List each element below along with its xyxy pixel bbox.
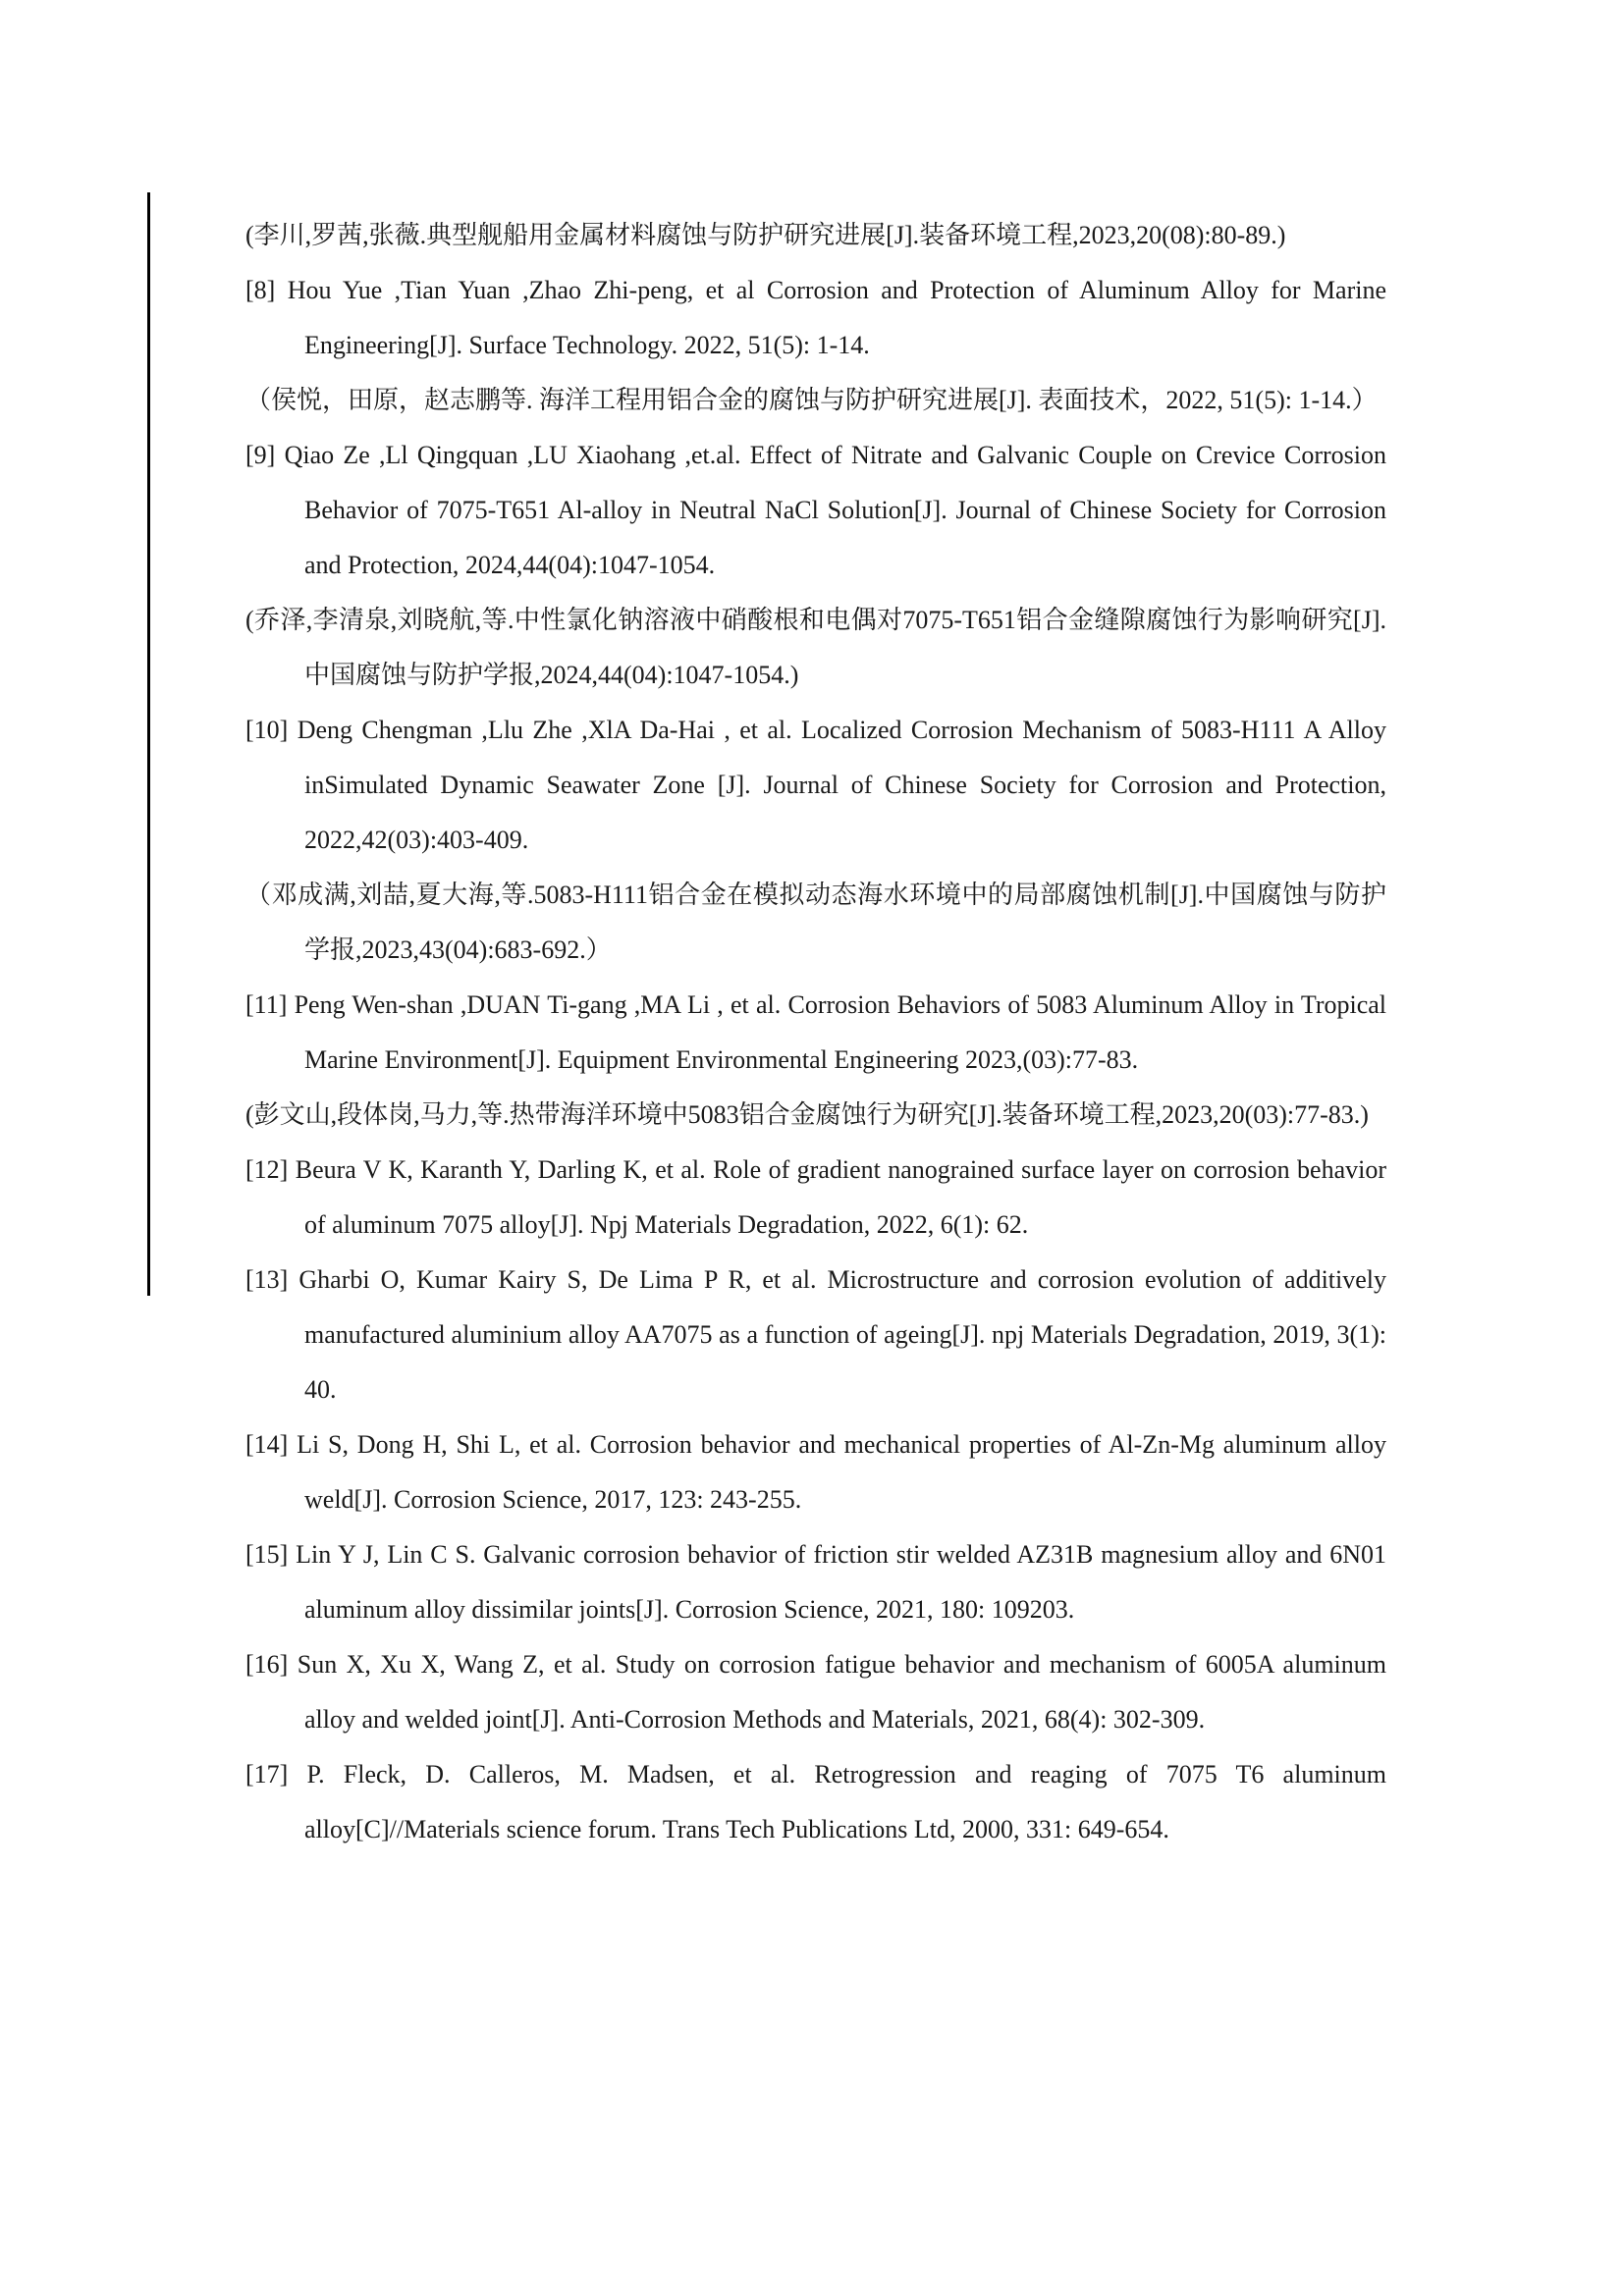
reference-entry: (彭文山,段体岗,马力,等.热带海洋环境中5083铝合金腐蚀行为研究[J].装备环境工程,2023,20(03):77-83.) [245, 1100, 1369, 1129]
reference-entry: （邓成满,刘喆,夏大海,等.5083-H111铝合金在模拟动态海水环境中的局部腐蚀机制[J].中国腐蚀与防护学报,2023,43(04):683-692.） [245, 881, 1386, 964]
reference-entry: [17] P. Fleck, D. Calleros, M. Madsen, et al. Retrogression and reaging of 7075 T6 aluminum alloy[C]//Materials science forum. Trans Tech Publications Ltd, 2000, 331: 649-654. [245, 1760, 1386, 1843]
reference-entry: （侯悦，田原，赵志鹏等. 海洋工程用铝合金的腐蚀与防护研究进展[J]. 表面技术，2022, 51(5): 1-14.） [245, 386, 1378, 414]
reference-list [245, 208, 1386, 1857]
reference-entry: [11] Peng Wen-shan ,DUAN Ti-gang ,MA Li , et al. Corrosion Behaviors of 5083 Aluminum Alloy in Tropical Marine Environment[J]. Equipment Environmental Engineering 2023,(03):77-83. [245, 990, 1386, 1074]
reference-entry: (李川,罗茜,张薇.典型舰船用金属材料腐蚀与防护研究进展[J].装备环境工程,2023,20(08):80-89.) [245, 221, 1286, 249]
reference-entry: [14] Li S, Dong H, Shi L, et al. Corrosion behavior and mechanical properties of Al-Zn-Mg aluminum alloy weld[J]. Corrosion Science, 2017, 123: 243-255. [245, 1430, 1386, 1514]
reference-entry: [10] Deng Chengman ,Llu Zhe ,XlA Da-Hai , et al. Localized Corrosion Mechanism of 5083-H111 A Alloy inSimulated Dynamic Seawater Zone [J]. Journal of Chinese Society for Corrosion and Protection, 2022,42(03):403-409. [245, 716, 1386, 854]
reference-entry: [13] Gharbi O, Kumar Kairy S, De Lima P R, et al. Microstructure and corrosion evolution of additively manufactured aluminium alloy AA7075 as a function of ageing[J]. npj Materials Degradation, 2019, 3(1): 40. [245, 1265, 1386, 1404]
revision-change-bar [147, 192, 150, 1296]
reference-entry: [9] Qiao Ze ,Ll Qingquan ,LU Xiaohang ,et.al. Effect of Nitrate and Galvanic Couple on Crevice Corrosion Behavior of 7075-T651 Al-alloy in Neutral NaCl Solution[J]. Journal of Chinese Society for Corrosion and Protection, 2024,44(04):1047-1054. [245, 441, 1386, 579]
reference-entry: [15] Lin Y J, Lin C S. Galvanic corrosion behavior of friction stir welded AZ31B magnesium alloy and 6N01 aluminum alloy dissimilar joints[J]. Corrosion Science, 2021, 180: 109203. [245, 1540, 1386, 1624]
reference-entry: [16] Sun X, Xu X, Wang Z, et al. Study on corrosion fatigue behavior and mechanism of 6005A aluminum alloy and welded joint[J]. Anti-Corrosion Methods and Materials, 2021, 68(4): 302-309. [245, 1650, 1386, 1734]
reference-entry: [8] Hou Yue ,Tian Yuan ,Zhao Zhi-peng, et al Corrosion and Protection of Aluminum Alloy for Marine Engineering[J]. Surface Technology. 2022, 51(5): 1-14. [245, 276, 1386, 359]
reference-entry: (乔泽,李清泉,刘晓航,等.中性氯化钠溶液中硝酸根和电偶对7075-T651铝合金缝隙腐蚀行为影响研究[J].中国腐蚀与防护学报,2024,44(04):1047-1054.) [245, 606, 1386, 689]
reference-entry: [12] Beura V K, Karanth Y, Darling K, et al. Role of gradient nanograined surface layer on corrosion behavior of aluminum 7075 alloy[J]. Npj Materials Degradation, 2022, 6(1): 62. [245, 1155, 1386, 1239]
